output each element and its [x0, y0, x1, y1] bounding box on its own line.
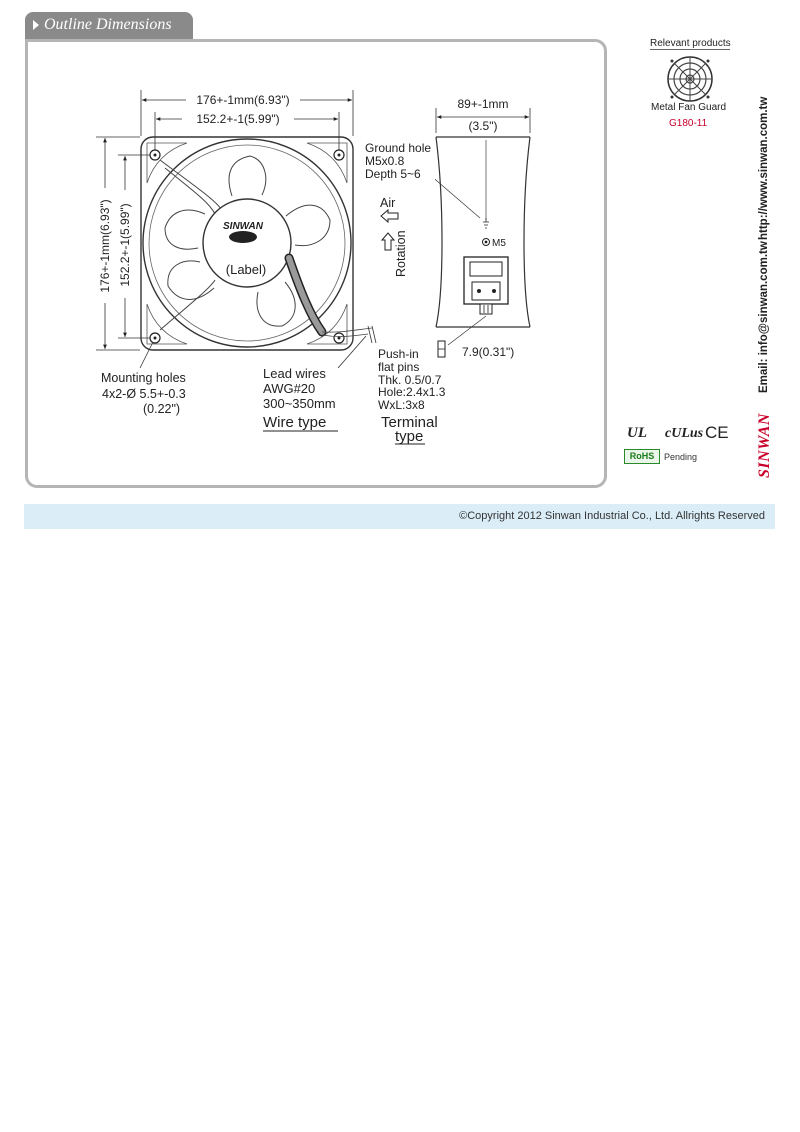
- air-arrow-icon: [381, 210, 398, 222]
- ground-hole-depth: Depth 5~6: [365, 167, 421, 181]
- fan-side-view: [430, 108, 530, 357]
- terminal-line-2: flat pins: [378, 360, 420, 374]
- air-label: Air: [380, 196, 396, 210]
- wire-line-3: 300~350mm: [263, 396, 336, 411]
- ground-hole-thread: M5x0.8: [365, 154, 405, 168]
- svg-text:UL: UL: [627, 425, 647, 441]
- terminal-type-label-2: type: [395, 428, 424, 445]
- mounting-hole: [334, 333, 344, 343]
- fan-guard-icon: [668, 57, 712, 101]
- ce-mark-icon: [705, 423, 729, 442]
- cul-mark-icon: [665, 426, 704, 441]
- mounting-hole: [334, 150, 344, 160]
- depth-inch-label: (3.5"): [468, 119, 498, 133]
- terminal-line-1: Push-in: [378, 347, 419, 361]
- ground-hole-title: Ground hole: [365, 141, 432, 155]
- wire-line-2: AWG#20: [263, 381, 316, 396]
- hub-brand-text: SINWAN: [223, 221, 263, 232]
- section-title: Outline Dimensions: [44, 16, 172, 33]
- depth-label: 89+-1mm: [457, 97, 509, 111]
- relevant-divider: [650, 49, 730, 50]
- wire-line-1: Lead wires: [263, 366, 326, 381]
- ul-mark-icon: [627, 425, 647, 441]
- terminal-line-4: Hole:2.4x1.3: [378, 385, 446, 399]
- wire-type-label: Wire type: [263, 414, 327, 431]
- svg-text:cULus: cULus: [665, 426, 704, 441]
- hub-label: (Label): [225, 262, 267, 277]
- pin-width-label: 7.9(0.31"): [462, 345, 515, 359]
- overall-height-label: 176+-1mm(6.93"): [98, 199, 112, 293]
- hole-spacing-height-label: 152.2+-1(5.99"): [118, 203, 132, 287]
- email-link[interactable]: Email: info@sinwan.com.tw: [758, 241, 770, 393]
- fan-front-view: [141, 137, 376, 350]
- mounting-hole: [150, 150, 160, 160]
- terminal-type-label-1: Terminal: [381, 414, 438, 431]
- relevant-product-name[interactable]: Metal Fan Guard: [651, 102, 727, 113]
- brand-logo-ellipse: [229, 231, 257, 243]
- pending-label: Pending: [664, 452, 698, 462]
- rotation-arrow-icon: [382, 233, 394, 250]
- hole-spacing-width-label: 152.2+-1(5.99"): [196, 112, 280, 126]
- brand-logo: SINWAN: [756, 413, 773, 478]
- terminal-line-3: Thk. 0.5/0.7: [378, 373, 442, 387]
- mounting-hole: [150, 333, 160, 343]
- terminal-line-5: WxL:3x8: [378, 398, 425, 412]
- relevant-product-code[interactable]: G180-11: [669, 118, 708, 129]
- website-link[interactable]: http://www.sinwan.com.tw: [758, 96, 770, 240]
- overall-width-label: 176+-1mm(6.93"): [196, 93, 290, 107]
- mounting-holes-spec: 4x2-Ø 5.5+-0.3: [102, 387, 186, 401]
- svg-text:CE: CE: [705, 423, 729, 442]
- outline-drawing: [0, 0, 800, 500]
- copyright-text: ©Copyright 2012 Sinwan Industrial Co., Ltd. Allrights Reserved: [459, 510, 765, 522]
- relevant-products-header: Relevant products: [650, 38, 731, 49]
- mounting-holes-inch: (0.22"): [143, 402, 181, 416]
- mounting-holes-title: Mounting holes: [101, 371, 186, 385]
- rotation-label: Rotation: [394, 230, 408, 277]
- rohs-badge: RoHS: [624, 449, 660, 464]
- m5-label: M5: [492, 238, 506, 249]
- footer-bar: [24, 504, 775, 529]
